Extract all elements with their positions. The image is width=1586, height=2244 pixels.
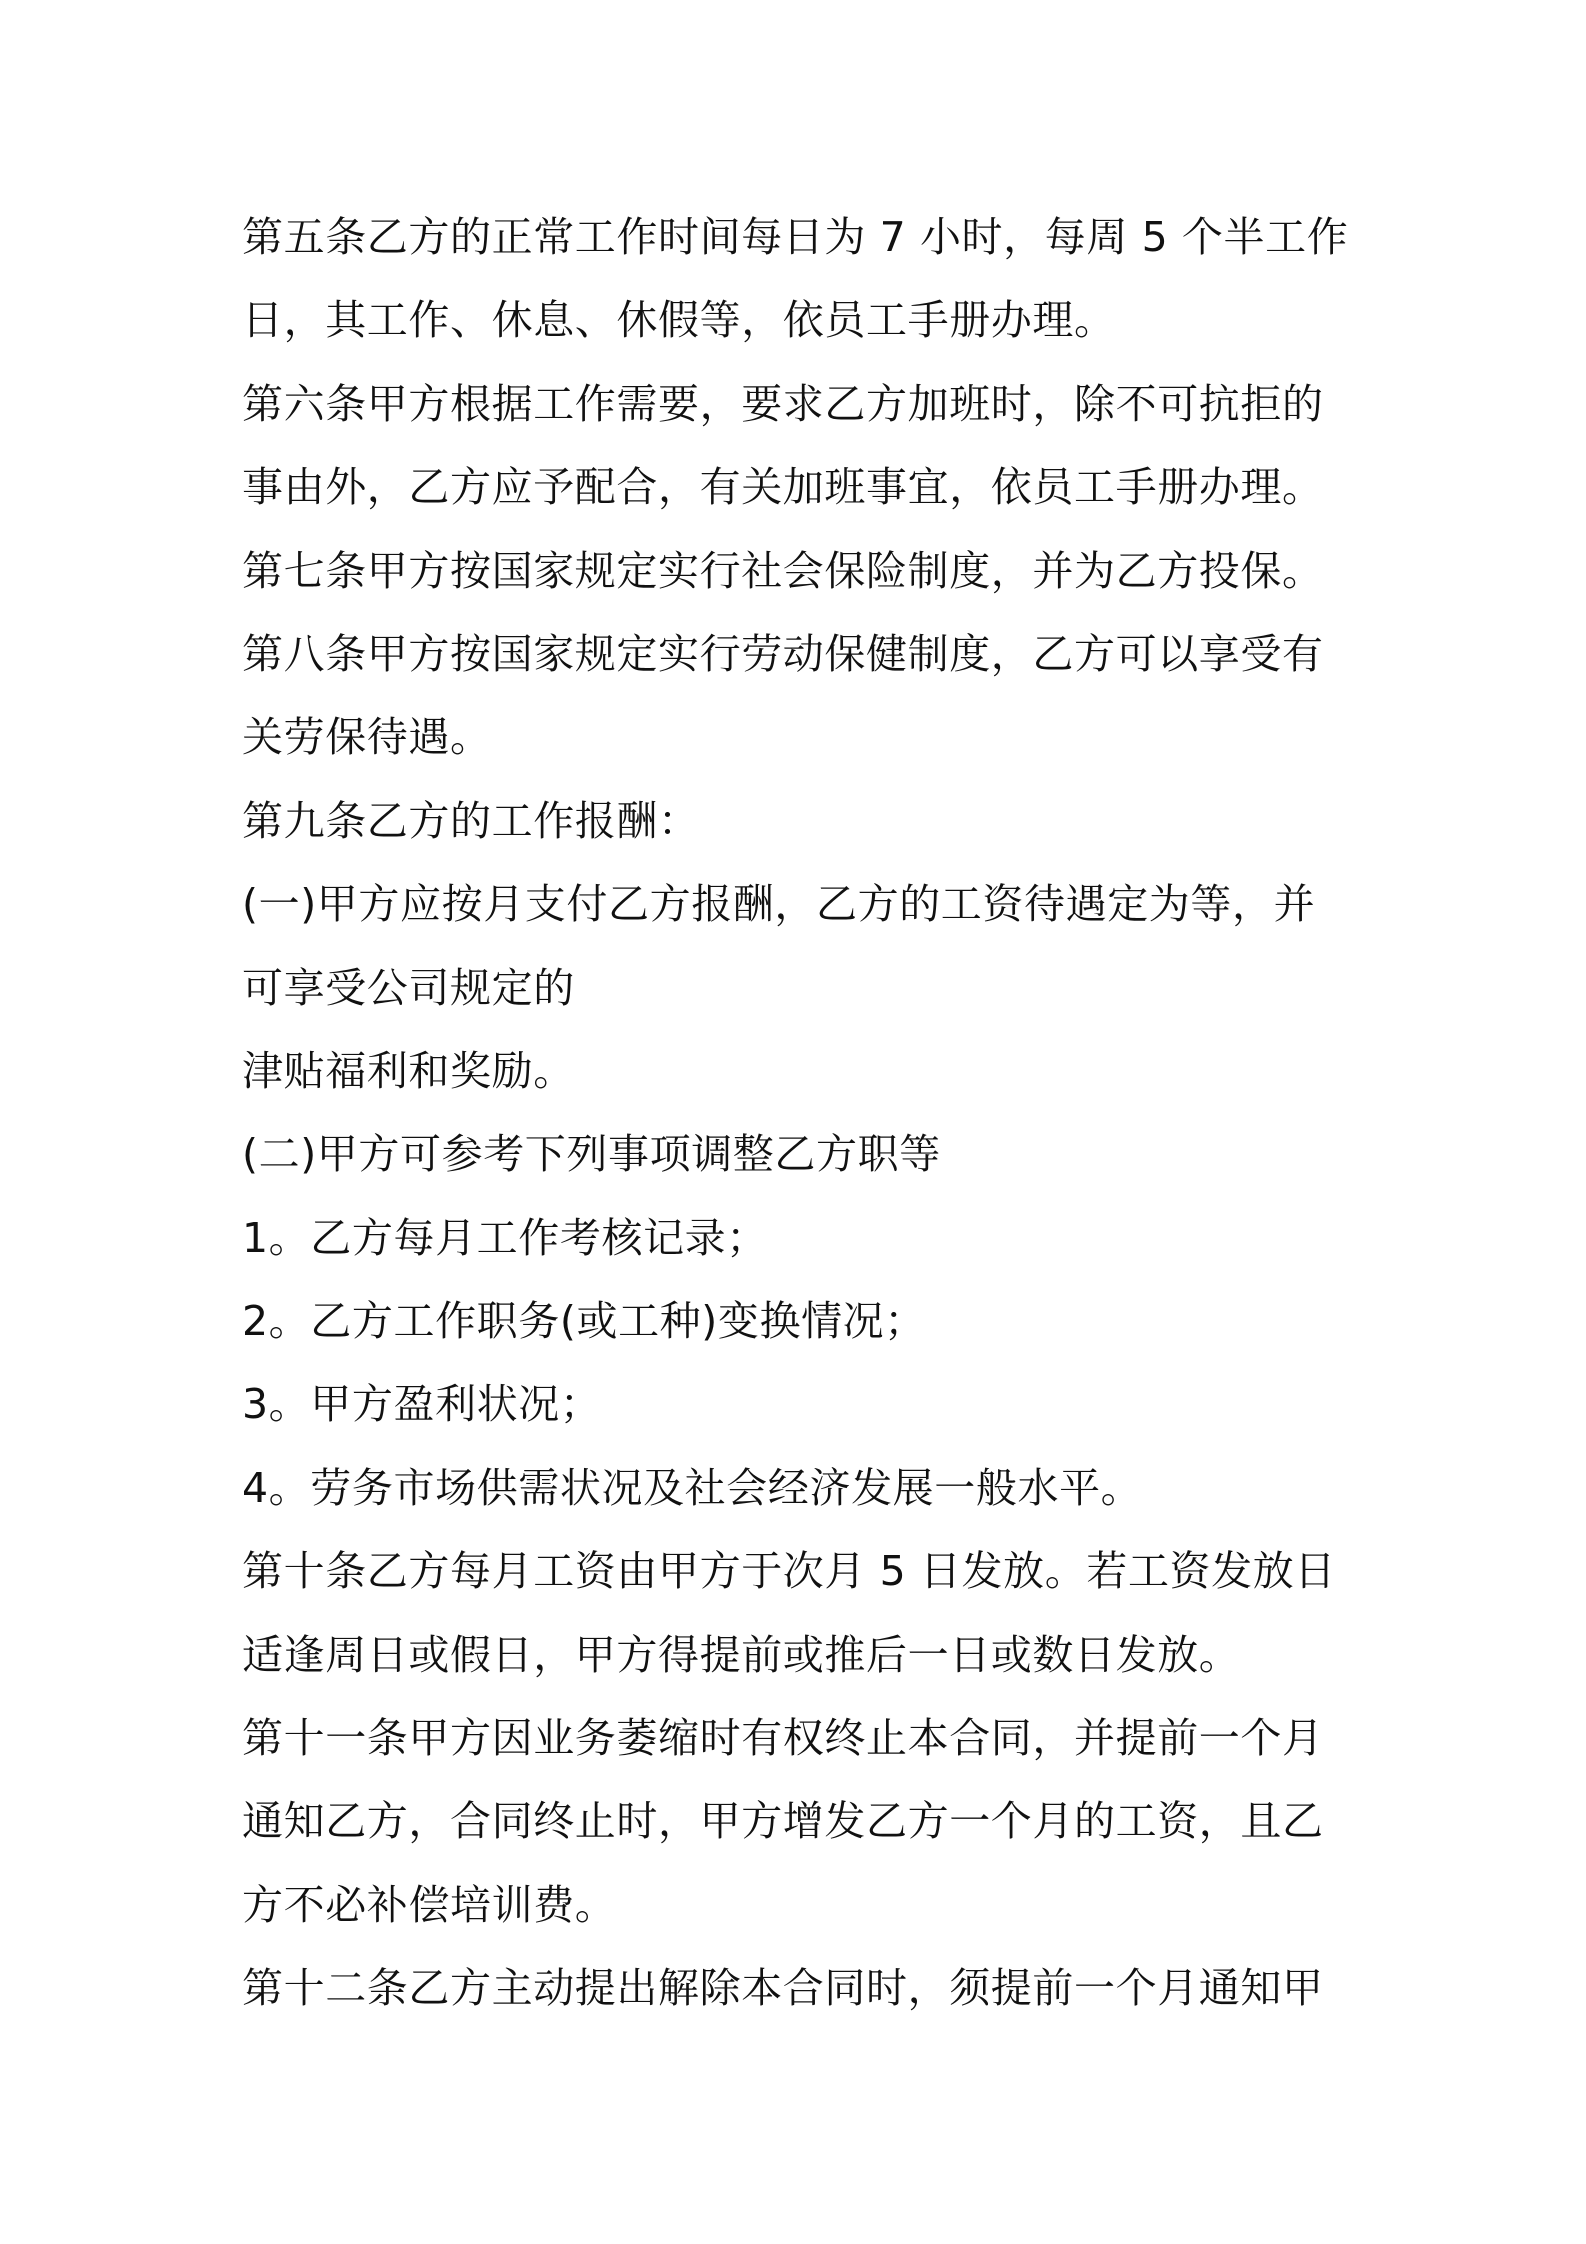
text-line: 可享受公司规定的 xyxy=(242,963,575,1012)
text-line: 2。乙方工作职务(或工种)变换情况； xyxy=(242,1297,926,1346)
text-line: 事由外，乙方应予配合，有关加班事宜，依员工手册办理。 xyxy=(242,463,1324,512)
contract-text-body xyxy=(242,196,1362,2031)
text-line: 第七条甲方按国家规定实行社会保险制度，并为乙方投保。 xyxy=(242,546,1324,595)
text-line: 第九条乙方的工作报酬： xyxy=(242,796,700,845)
text-line: (一)甲方应按月支付乙方报酬，乙方的工资待遇定为等，并 xyxy=(242,880,1316,929)
text-line: 方不必补偿培训费。 xyxy=(242,1880,617,1929)
text-line: (二)甲方可参考下列事项调整乙方职等 xyxy=(242,1130,941,1179)
text-line: 第六条甲方根据工作需要，要求乙方加班时，除不可抗拒的 xyxy=(242,379,1324,428)
text-line: 关劳保待遇。 xyxy=(242,713,492,762)
text-line: 适逢周日或假日，甲方得提前或推后一日或数日发放。 xyxy=(242,1630,1241,1679)
text-line: 第十一条甲方因业务萎缩时有权终止本合同，并提前一个月 xyxy=(242,1714,1324,1763)
text-line: 日，其工作、休息、休假等，依员工手册办理。 xyxy=(242,296,1116,345)
text-line: 第五条乙方的正常工作时间每日为 7 小时，每周 5 个半工作 xyxy=(242,213,1349,261)
text-line: 津贴福利和奖励。 xyxy=(242,1046,575,1095)
text-line: 1。乙方每月工作考核记录； xyxy=(242,1213,768,1262)
text-line: 第八条甲方按国家规定实行劳动保健制度，乙方可以享受有 xyxy=(242,629,1324,678)
text-line: 4。劳务市场供需状况及社会经济发展一般水平。 xyxy=(242,1463,1143,1512)
text-line: 第十二条乙方主动提出解除本合同时，须提前一个月通知甲 xyxy=(242,1964,1324,2013)
text-line: 通知乙方，合同终止时，甲方增发乙方一个月的工资，且乙 xyxy=(242,1797,1324,1846)
text-line: 3。甲方盈利状况； xyxy=(242,1380,602,1429)
text-line: 第十条乙方每月工资由甲方于次月 5 日发放。若工资发放日 xyxy=(242,1547,1336,1596)
